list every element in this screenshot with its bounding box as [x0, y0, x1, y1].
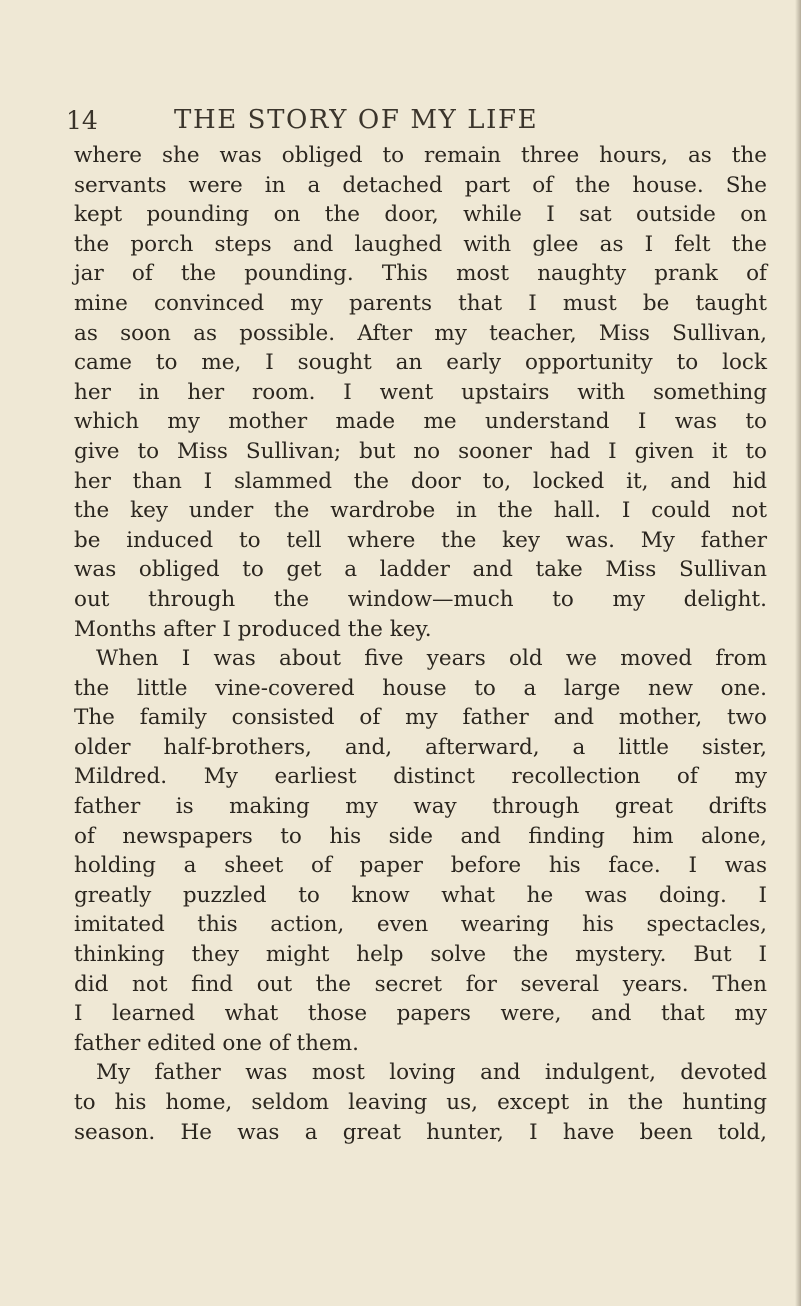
text-line: which my mother made me understand I was to [74, 409, 767, 435]
text-line: to his home, seldom leaving us, except in the hunting [74, 1090, 767, 1115]
text-line: kept pounding on the door, while I sat outside on [74, 202, 767, 228]
text-line: My father was most loving and indulgent, devoted [96, 1060, 767, 1086]
text-line: of newspapers to his side and finding him alone, [74, 823, 767, 849]
text-line: was obliged to get a ladder and take Miss Sullivan [74, 557, 767, 583]
text-line: The family consisted of my father and mother, two [74, 705, 767, 731]
page-number: 14 [66, 106, 98, 135]
text-line: where she was obliged to remain three hours, as the [74, 143, 767, 168]
text-line: the little vine-covered house to a large new one. [74, 675, 767, 701]
text-line: her than I slammed the door to, locked it, and hid [74, 468, 767, 494]
text-line: servants were in a detached part of the house. She [74, 172, 767, 198]
text-line: came to me, I sought an early opportunity to lock [74, 350, 767, 376]
text-line: as soon as possible. After my teacher, Miss Sullivan, [74, 320, 767, 346]
text-line: Mildred. My earliest distinct recollection of my [74, 764, 767, 790]
text-line: be induced to tell where the key was. My father [74, 527, 767, 553]
text-line: did not find out the secret for several years. Then [74, 971, 767, 997]
text-line: the porch steps and laughed with glee as I felt the [74, 231, 767, 257]
text-line: give to Miss Sullivan; but no sooner had I given it to [74, 438, 767, 464]
text-line: thinking they might help solve the mystery. But I [74, 942, 767, 968]
text-line: older half-brothers, and, afterward, a little sister, [74, 734, 767, 760]
text-line: When I was about five years old we moved from [96, 646, 767, 672]
page-edge-shadow [795, 0, 801, 1306]
text-line: holding a sheet of paper before his face. I was [74, 853, 767, 879]
text-line: I learned what those papers were, and that my [74, 1001, 767, 1027]
text-line: the key under the wardrobe in the hall. I could not [74, 498, 767, 524]
text-line: mine convinced my parents that I must be taught [74, 290, 767, 316]
text-line: Months after I produced the key. [74, 616, 432, 642]
text-line: greatly puzzled to know what he was doing. I [74, 882, 767, 908]
running-title: THE STORY OF MY LIFE [174, 105, 539, 135]
text-line: season. He was a great hunter, I have been told, [74, 1119, 767, 1145]
text-line: her in her room. I went upstairs with something [74, 379, 767, 405]
body-text [74, 141, 767, 1147]
text-line: out through the window—much to my delight. [74, 586, 767, 612]
running-head [60, 103, 740, 139]
text-line: father edited one of them. [74, 1030, 359, 1056]
text-line: father is making my way through great drifts [74, 794, 767, 820]
text-line: jar of the pounding. This most naughty prank of [74, 261, 767, 287]
text-line: imitated this action, even wearing his spectacles, [74, 912, 767, 938]
